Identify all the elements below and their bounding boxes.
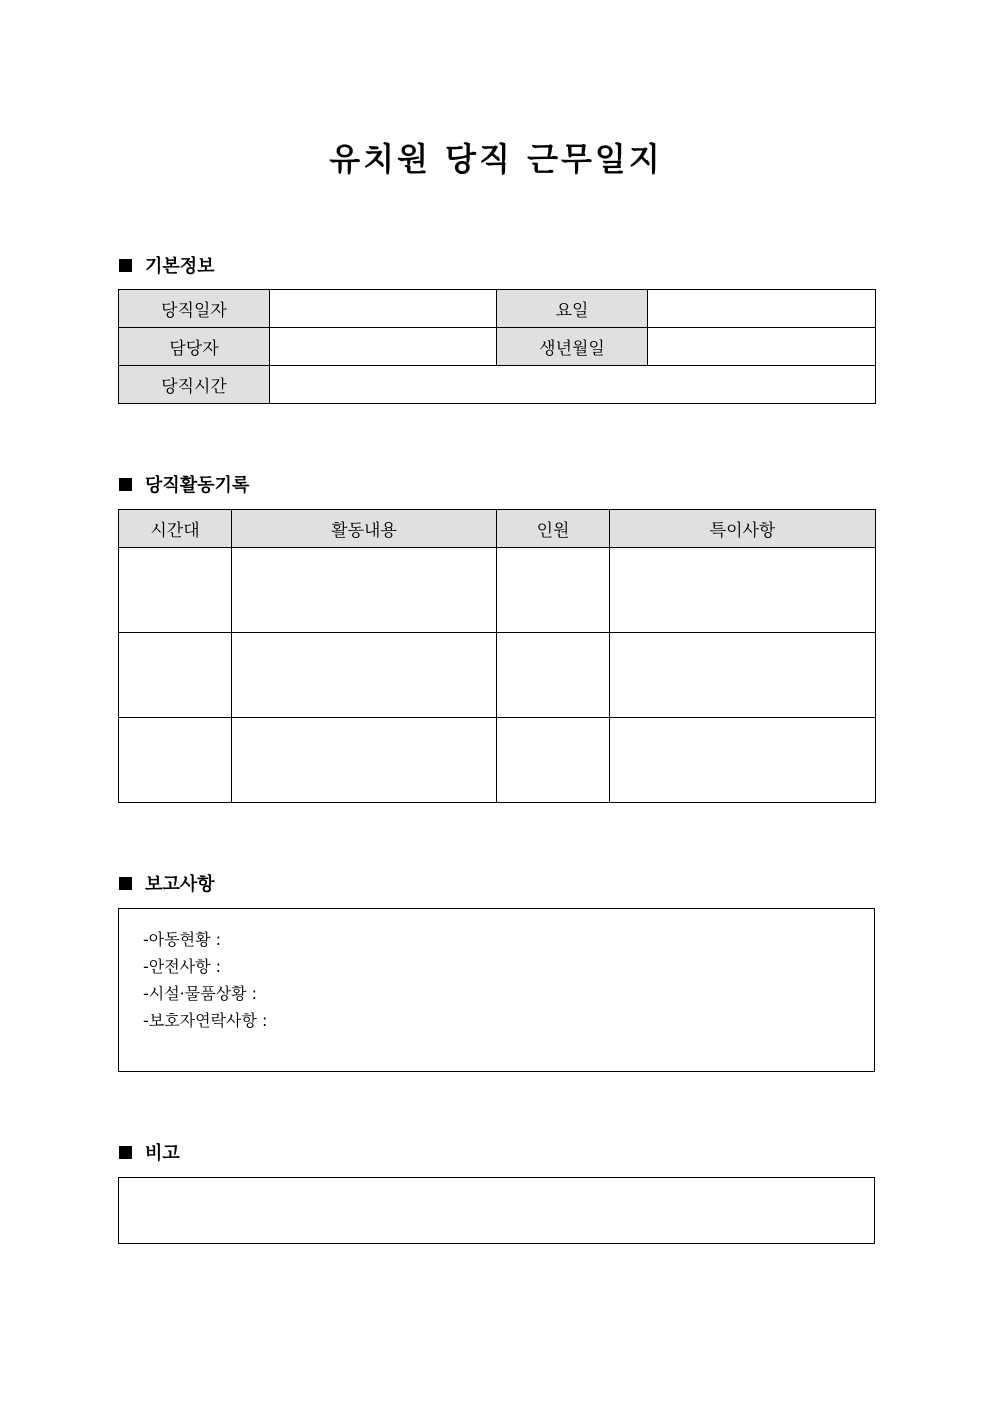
duty-date-field[interactable] [270, 290, 497, 328]
content-cell[interactable] [232, 633, 497, 718]
notes-cell[interactable] [610, 633, 876, 718]
table-row [119, 718, 876, 803]
person-field[interactable] [270, 328, 497, 366]
report-box[interactable] [118, 908, 875, 1072]
basic-info-heading [119, 253, 215, 277]
weekday-field[interactable] [648, 290, 876, 328]
column-header-content: 활동내용 [232, 510, 497, 548]
square-bullet-icon [119, 877, 132, 890]
activity-heading [119, 472, 249, 496]
headcount-cell[interactable] [497, 548, 610, 633]
table-row [119, 548, 876, 633]
duty-time-label: 당직시간 [119, 366, 270, 404]
remarks-heading-text: 비고 [145, 1143, 180, 1164]
headcount-cell[interactable] [497, 633, 610, 718]
remarks-box[interactable] [118, 1177, 875, 1244]
square-bullet-icon [119, 1146, 132, 1159]
report-line-facilities: -시설·물품상황 : [143, 984, 258, 1003]
content-cell[interactable] [232, 718, 497, 803]
notes-cell[interactable] [610, 548, 876, 633]
page-title: 유치원 당직 근무일지 [329, 140, 663, 178]
headcount-cell[interactable] [497, 718, 610, 803]
report-line-safety: -안전사항 : [143, 957, 222, 976]
square-bullet-icon [119, 478, 132, 491]
timeslot-cell[interactable] [119, 718, 232, 803]
activity-heading-text: 당직활동기록 [145, 475, 250, 496]
column-header-headcount: 인원 [497, 510, 610, 548]
basic-info-heading-text: 기본정보 [145, 256, 215, 277]
duty-time-field[interactable] [270, 366, 876, 404]
timeslot-cell[interactable] [119, 633, 232, 718]
report-heading-text: 보고사항 [145, 874, 215, 895]
report-line-guardian-contact: -보호자연락사항 : [143, 1011, 268, 1030]
timeslot-cell[interactable] [119, 548, 232, 633]
column-header-timeslot: 시간대 [119, 510, 232, 548]
table-row [119, 633, 876, 718]
content-cell[interactable] [232, 548, 497, 633]
activity-table [118, 509, 876, 803]
square-bullet-icon [119, 259, 132, 272]
column-header-notes: 특이사항 [610, 510, 876, 548]
notes-cell[interactable] [610, 718, 876, 803]
basic-info-table [118, 289, 876, 404]
remarks-heading [119, 1140, 180, 1164]
report-heading [119, 871, 215, 895]
weekday-label: 요일 [497, 290, 648, 328]
person-label: 담당자 [119, 328, 270, 366]
report-line-children: -아동현황 : [143, 930, 222, 949]
birthdate-label: 생년월일 [497, 328, 648, 366]
birthdate-field[interactable] [648, 328, 876, 366]
duty-date-label: 당직일자 [119, 290, 270, 328]
